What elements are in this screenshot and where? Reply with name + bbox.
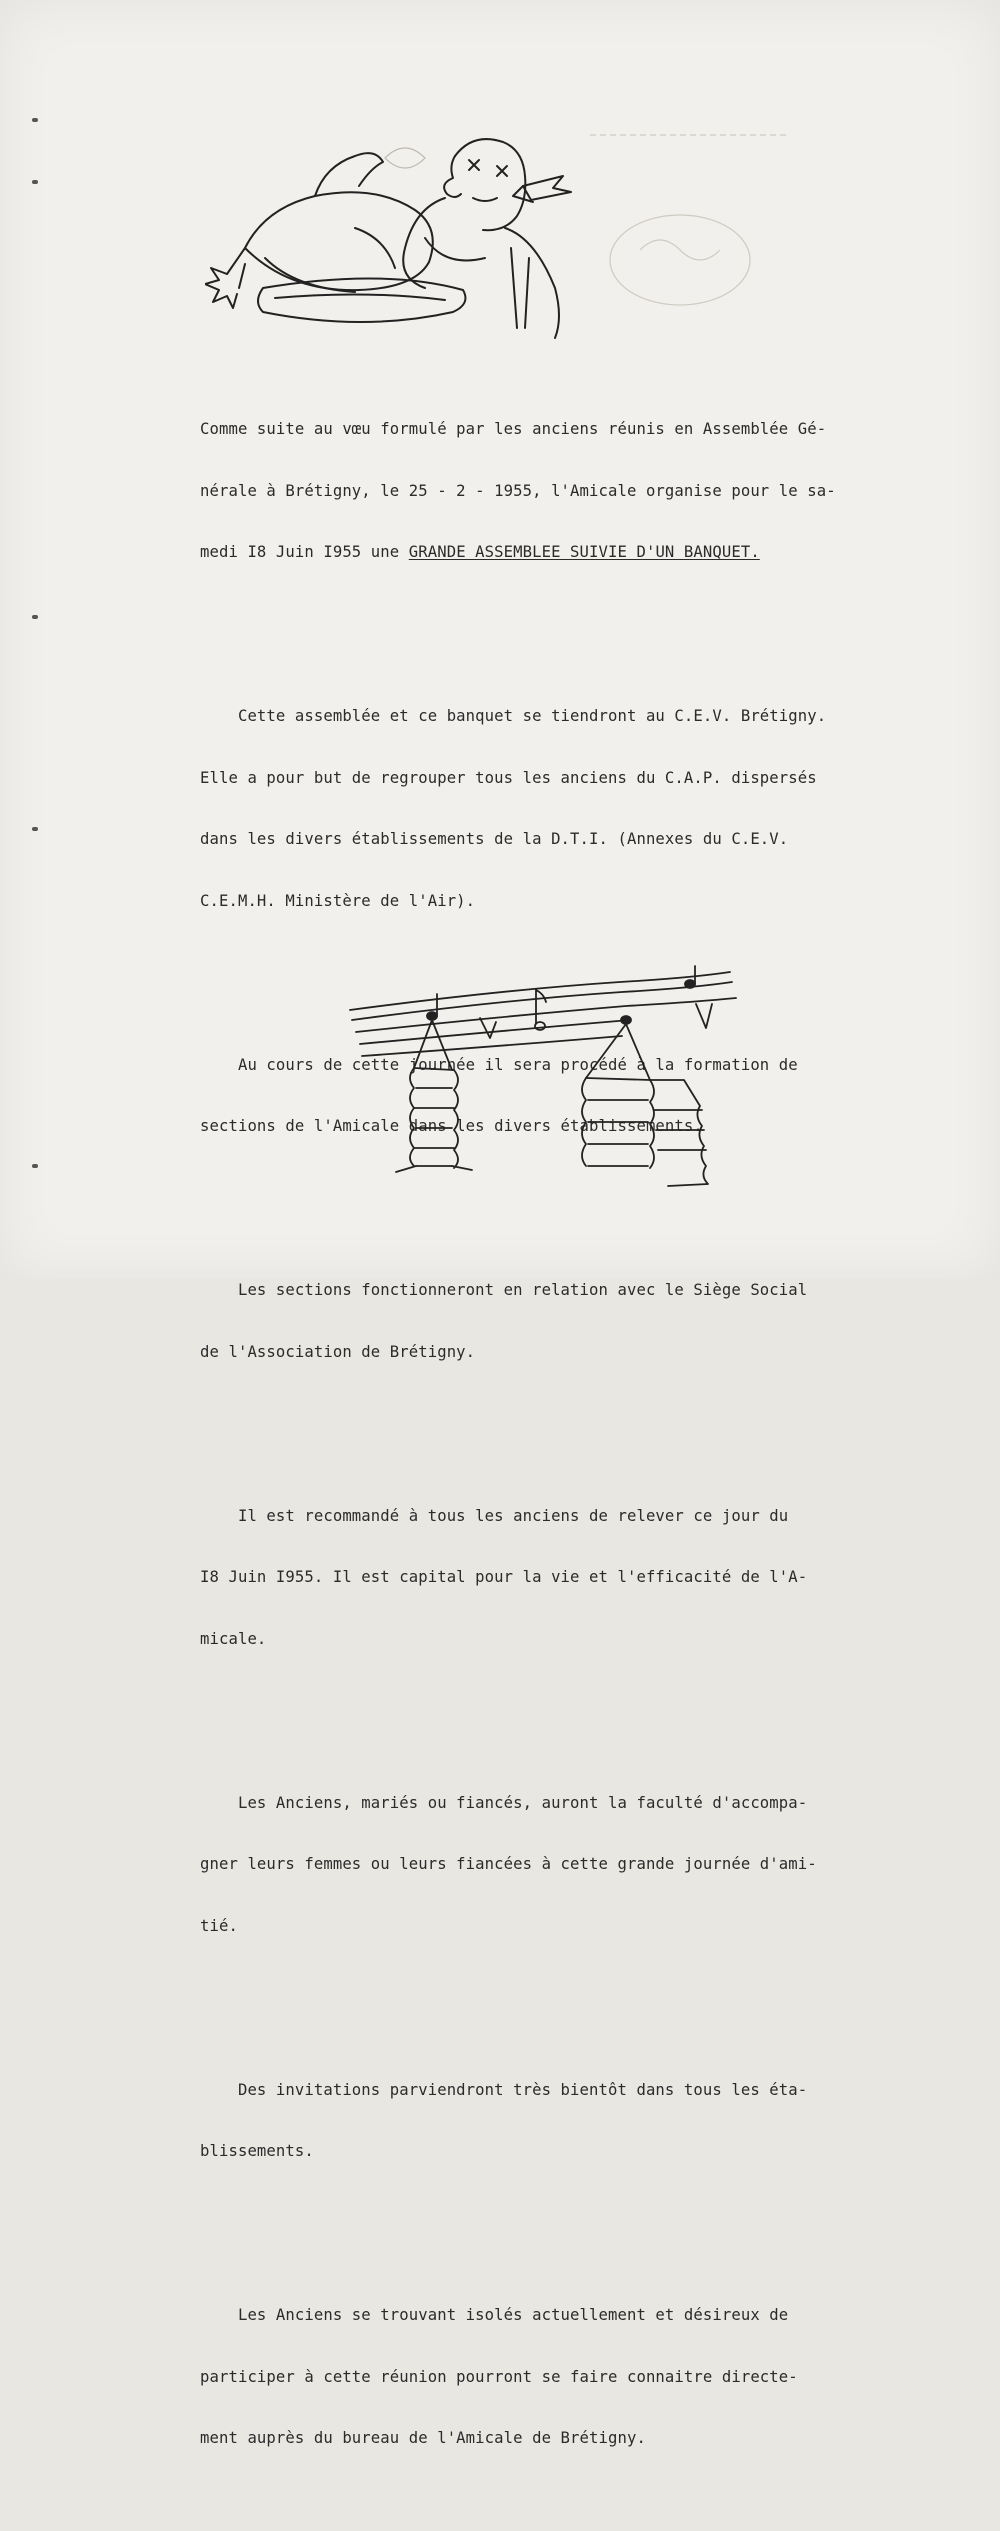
text-line: tié. bbox=[200, 1916, 238, 1935]
event-title-emphasis: GRANDE ASSEMBLEE SUIVIE D'UN BANQUET. bbox=[408, 543, 760, 561]
text-line: blissements. bbox=[200, 2142, 314, 2160]
paragraph bbox=[200, 2039, 860, 2203]
paragraph bbox=[200, 1752, 860, 1978]
text-line: Cette assemblée et ce banquet se tiendront au C.E.V. Brétigny. bbox=[200, 707, 827, 725]
lanterns-illustration bbox=[340, 960, 760, 1190]
punch-hole bbox=[32, 118, 38, 122]
text-line: Elle a pour but de regrouper tous les anciens du C.A.P. dispersés bbox=[200, 768, 817, 787]
text-line: C.E.M.H. Ministère de l'Air). bbox=[200, 891, 476, 910]
text-line: de l'Association de Brétigny. bbox=[200, 1342, 476, 1361]
paragraph bbox=[200, 665, 860, 952]
text-line: I8 Juin I955. Il est capital pour la vie et l'efficacité de l'A- bbox=[200, 1568, 808, 1586]
bleed-through-marks bbox=[560, 110, 820, 340]
paragraph bbox=[200, 1239, 860, 1403]
paragraph bbox=[200, 1465, 860, 1691]
text-line: Les Anciens se trouvant isolés actuellement et désireux de bbox=[200, 2306, 789, 2324]
text-line: Comme suite au vœu formulé par les anciens réunis en Assemblée Gé- bbox=[200, 420, 827, 438]
text-line: Les sections fonctionneront en relation avec le Siège Social bbox=[200, 1281, 808, 1299]
text-line: dans les divers établissements de la D.T.I. (Annexes du C.E.V. bbox=[200, 830, 789, 848]
punch-hole bbox=[32, 1164, 38, 1168]
text-line: ment auprès du bureau de l'Amicale de Brétigny. bbox=[200, 2429, 646, 2447]
text-line: participer à cette réunion pourront se faire connaitre directe- bbox=[200, 2367, 798, 2386]
man-chicken-illustration bbox=[205, 128, 585, 340]
text-line: Les Anciens, mariés ou fiancés, auront la faculté d'accompa- bbox=[200, 1793, 808, 1812]
text-line-prefix: medi I8 Juin I955 une bbox=[200, 543, 409, 561]
punch-hole bbox=[32, 615, 38, 619]
paragraph bbox=[200, 2264, 860, 2490]
paragraph bbox=[200, 378, 860, 604]
punch-hole bbox=[32, 180, 38, 184]
text-line: nérale à Brétigny, le 25 - 2 - 1955, l'Amicale organise pour le sa- bbox=[200, 481, 836, 500]
text-line bbox=[200, 542, 860, 563]
text-line: Il est recommandé à tous les anciens de relever ce jour du bbox=[200, 1506, 789, 1525]
letter-body bbox=[200, 337, 860, 2531]
text-line: Des invitations parviendront très bientôt dans tous les éta- bbox=[200, 2080, 808, 2099]
text-line: Au cours de cette journée il sera procédé à la formation de bbox=[200, 1055, 798, 1074]
text-line: sections de l'Amicale dans les divers établissements. bbox=[200, 1117, 703, 1135]
text-line: gner leurs femmes ou leurs fiancées à cette grande journée d'ami- bbox=[200, 1855, 817, 1873]
text-line: micale. bbox=[200, 1629, 267, 1648]
punch-hole bbox=[32, 827, 38, 831]
